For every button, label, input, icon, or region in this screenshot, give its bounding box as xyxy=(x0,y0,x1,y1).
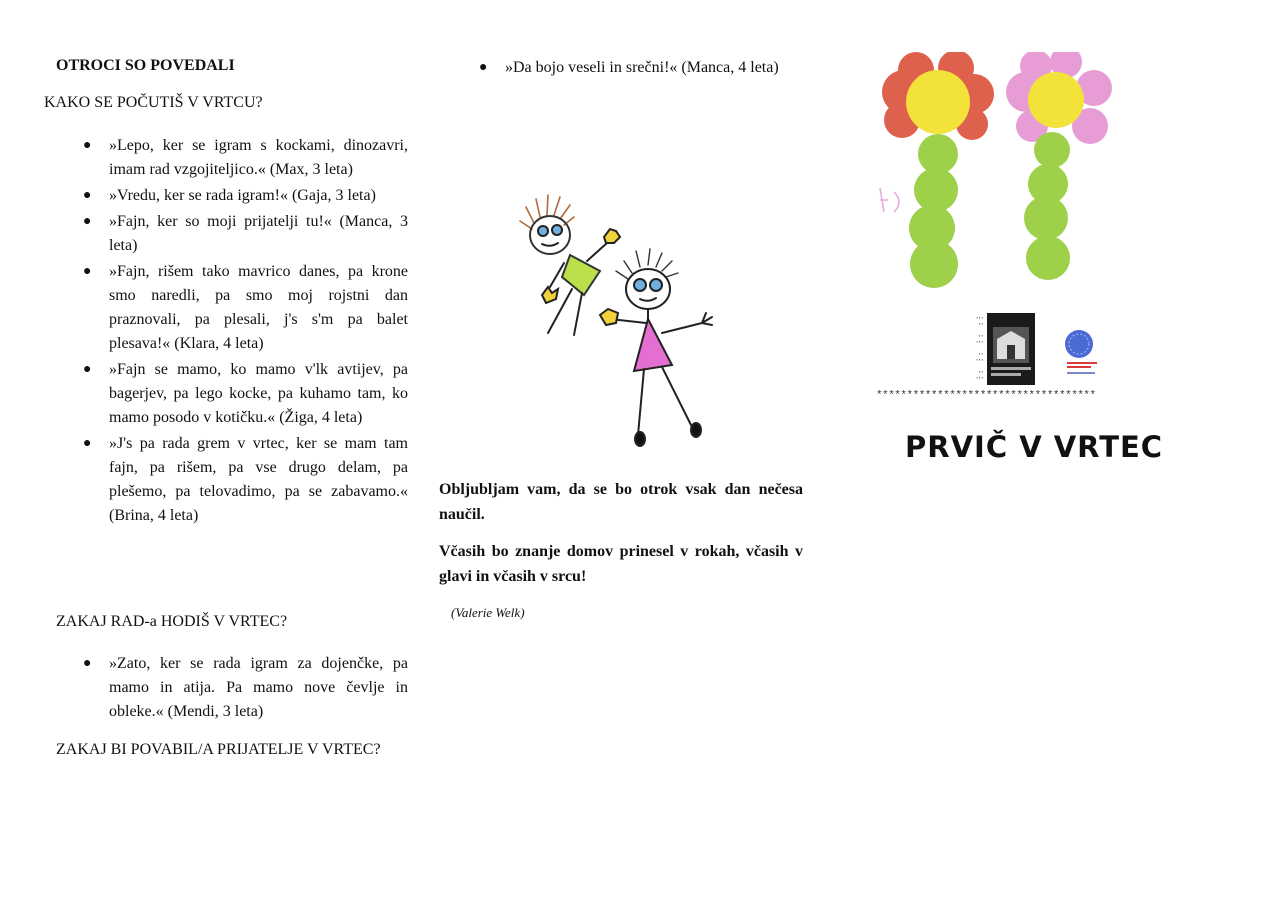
quote-knowledge: Včasih bo znanje domov prinesel v rokah, včasih v glavi in včasih v srcu! xyxy=(439,543,803,585)
school-logo xyxy=(987,313,1035,385)
question-how-do-you-feel: KAKO SE POČUTIŠ V VRTCU? xyxy=(44,94,263,111)
answers-list-why xyxy=(83,652,408,726)
left-title: OTROCI SO POVEDALI xyxy=(56,57,235,74)
flowers-drawing xyxy=(876,52,1156,297)
list-item: ● »Fajn, ker so moji prijatelji tu!« (Manca, 3 leta) xyxy=(109,210,408,258)
list-item: ● »Lepo, ker se igram s kockami, dinozavri, imam rad vzgojiteljico.« (Max, 3 leta) xyxy=(109,134,408,182)
bullet-icon: ● xyxy=(83,362,92,377)
bullet-icon: ● xyxy=(479,60,488,75)
question-why-kindergarten: ZAKAJ RAD-a HODIŠ V VRTEC? xyxy=(56,613,288,630)
brochure-title: PRVIČ V VRTEC xyxy=(905,430,1164,464)
bullet-icon: ● xyxy=(83,656,92,671)
school-contact: ▪ ▪ ▪ ▪ ▪ ▪ ▪ ▪ ▪ ▪ ▪ ▪ ▪ ▪ ▪ ▪ ▪ ▪ ▪ ▪ xyxy=(976,315,983,380)
quote-promise: Obljubljam vam, da se bo otrok vsak dan nečesa naučil. xyxy=(439,481,803,523)
bullet-icon: ● xyxy=(83,436,92,451)
stars-divider: ************************************ xyxy=(876,390,1096,402)
bullet-icon: ● xyxy=(83,214,92,229)
list-item: ● »J's pa rada grem v vrtec, ker se mam tam fajn, pa rišem, pa vse drugo delam, pa plešemo, pa telovadimo, pa se zabavamo.« (Brina, 4 leta) xyxy=(109,432,408,528)
bullet-icon: ● xyxy=(83,264,92,279)
list-item: ● »Fajn, rišem tako mavrico danes, pa krone smo naredli, pa smo moj rojstni dan praznovali, pa plesali, j's s'm pa balet plesava!« (Klara, 4 leta) xyxy=(109,260,408,356)
list-item: ● »Fajn se mamo, ko mamo v'lk avtijev, pa bagerjev, pa lego kocke, pa kuhamo tam, ko mamo posodo v kotičku.« (Žiga, 4 leta) xyxy=(109,358,408,430)
bullet-icon: ● xyxy=(83,138,92,153)
children-drawing xyxy=(512,185,737,455)
kindergarten-logo xyxy=(1063,328,1101,378)
answers-list-invite xyxy=(479,56,803,82)
answers-list-feel xyxy=(83,134,408,530)
question-invite-friends: ZAKAJ BI POVABIL/A PRIJATELJE V VRTEC? xyxy=(56,741,381,758)
list-item: ● »Vredu, ker se rada igram!« (Gaja, 3 leta) xyxy=(109,184,408,208)
bullet-icon: ● xyxy=(83,188,92,203)
list-item: ● »Da bojo veseli in srečni!« (Manca, 4 leta) xyxy=(505,56,803,80)
quote-author: (Valerie Welk) xyxy=(451,605,525,620)
list-item: ● »Zato, ker se rada igram za dojenčke, pa mamo in atija. Pa mamo nove čevlje in obleke.« (Mendi, 3 leta) xyxy=(109,652,408,724)
